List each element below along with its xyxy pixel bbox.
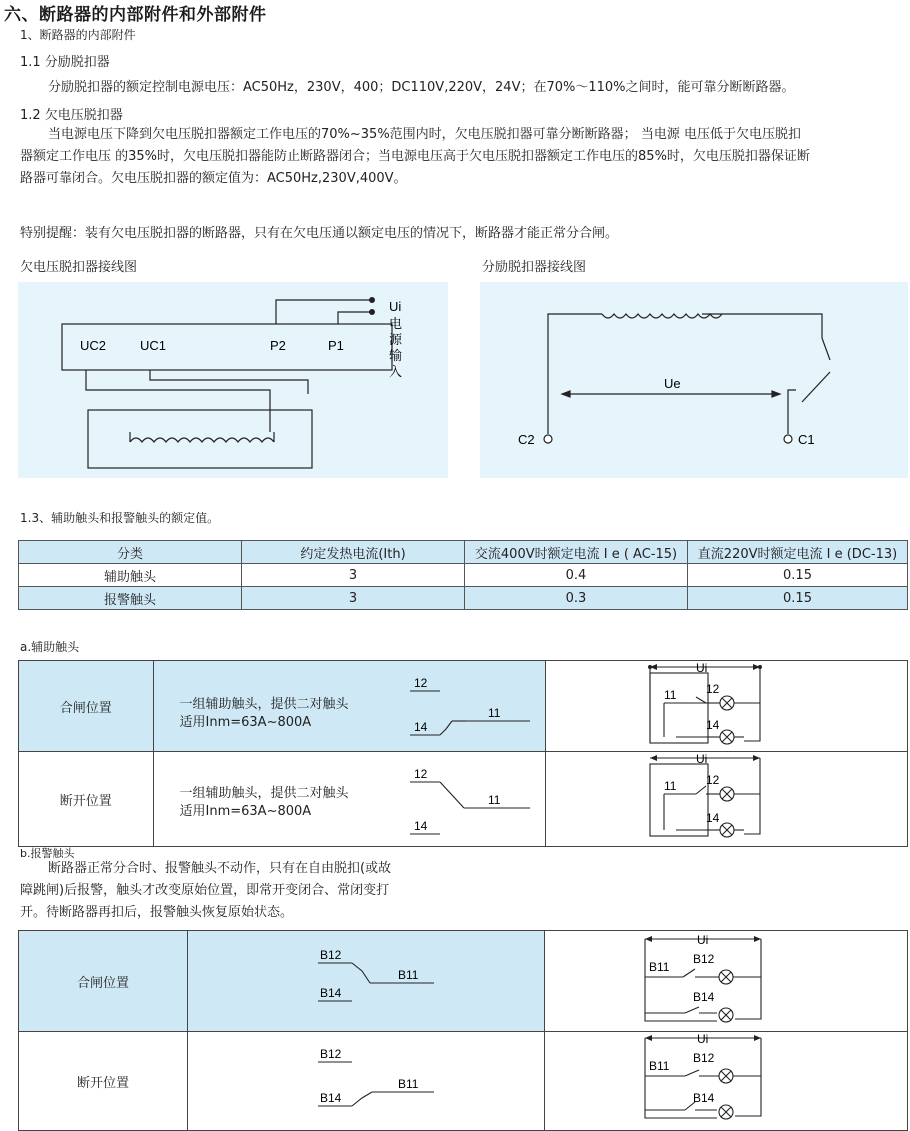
label-ui: Ui bbox=[389, 299, 402, 314]
table-cell: 0.3 bbox=[465, 587, 688, 610]
circuit-12: 12 bbox=[705, 682, 720, 696]
circuit-ui: Ui bbox=[695, 752, 708, 766]
page-heading: 六、断路器的内部附件和外部附件 bbox=[4, 5, 267, 25]
circuit-b11: B11 bbox=[649, 1059, 670, 1073]
alarm-contact-title: b.报警触头 bbox=[20, 847, 75, 860]
aux-open-label: 断开位置 bbox=[19, 752, 154, 847]
table-cell: 报警触头 bbox=[19, 587, 242, 610]
special-reminder: 特别提醒：装有欠电压脱扣器的断路器，只有在欠电压通以额定电压的情况下，断路器才能正常分合闸。 bbox=[20, 226, 619, 241]
section-1-2-title: 1.2 欠电压脱扣器 bbox=[20, 108, 123, 123]
sym-b11: B11 bbox=[398, 1077, 419, 1091]
header-category: 分类 bbox=[19, 541, 242, 564]
uv-diagram-title: 欠电压脱扣器接线图 bbox=[20, 260, 138, 275]
sym-12: 12 bbox=[413, 676, 427, 690]
aux-closed-label: 合闸位置 bbox=[19, 661, 154, 752]
power-terminal-dot bbox=[369, 309, 375, 315]
c2-terminal bbox=[544, 435, 552, 443]
sym-b12: B12 bbox=[320, 948, 342, 962]
ui-terminal-dot bbox=[369, 297, 375, 303]
aux-contact-title: a.辅助触头 bbox=[20, 640, 80, 654]
sym-11: 11 bbox=[487, 706, 500, 720]
aux-open-circuit bbox=[546, 752, 906, 842]
table-cell: 3 bbox=[242, 564, 465, 587]
sym-b14: B14 bbox=[320, 986, 342, 1000]
table-cell: 0.4 bbox=[465, 564, 688, 587]
label-p1: P1 bbox=[328, 338, 344, 353]
circuit-14: 14 bbox=[705, 811, 720, 825]
circuit-b12: B12 bbox=[693, 1051, 715, 1065]
circuit-ui: Ui bbox=[697, 1032, 709, 1046]
alarm-contact-table bbox=[18, 930, 908, 1131]
section-1-1-title: 1.1 分励脱扣器 bbox=[20, 55, 110, 70]
alarm-body-line1: 断路器正常分合时、报警触头不动作，只有在自由脱扣(或故 bbox=[48, 861, 392, 876]
label-uc1: UC1 bbox=[140, 338, 167, 353]
uv-wiring-diagram bbox=[18, 282, 448, 478]
label-ue: Ue bbox=[664, 376, 681, 391]
sym-12: 12 bbox=[413, 767, 427, 781]
table-row bbox=[19, 564, 908, 587]
sym-14: 14 bbox=[413, 720, 427, 734]
table-cell: 0.15 bbox=[688, 564, 908, 587]
label-c2: C2 bbox=[518, 432, 535, 447]
table-cell: 0.15 bbox=[688, 587, 908, 610]
shunt-wiring-diagram bbox=[480, 282, 908, 478]
circuit-12: 12 bbox=[705, 773, 720, 787]
shunt-diagram-title: 分励脱扣器接线图 bbox=[482, 260, 587, 275]
header-dc13: 直流220V时额定电流 I e (DC-13) bbox=[688, 541, 908, 564]
label-uc2: UC2 bbox=[80, 338, 107, 353]
rating-table-header bbox=[19, 541, 908, 564]
circuit-b14: B14 bbox=[693, 990, 715, 1004]
alarm-closed-label: 合闸位置 bbox=[19, 931, 188, 1032]
c1-terminal bbox=[784, 435, 792, 443]
table-cell: 辅助触头 bbox=[19, 564, 242, 587]
label-power-4: 入 bbox=[389, 364, 403, 379]
section-1-title: 1、断路器的内部附件 bbox=[20, 28, 136, 42]
alarm-body-line3: 开。待断路器再扣后，报警触头恢复原始状态。 bbox=[20, 905, 294, 920]
alarm-closed-circuit bbox=[545, 931, 905, 1027]
circuit-b12: B12 bbox=[693, 952, 715, 966]
circuit-11: 11 bbox=[663, 779, 677, 793]
sym-b11: B11 bbox=[398, 968, 419, 982]
table-row bbox=[19, 587, 908, 610]
aux-contact-table bbox=[18, 660, 908, 847]
circuit-b14: B14 bbox=[693, 1091, 715, 1105]
aux-open-desc1: 一组辅助触头，提供二对触头 bbox=[179, 786, 349, 801]
circuit-11: 11 bbox=[663, 688, 677, 702]
aux-open-contact-symbol bbox=[404, 760, 534, 840]
label-c1: C1 bbox=[798, 432, 815, 447]
table-cell: 3 bbox=[242, 587, 465, 610]
sym-b12: B12 bbox=[320, 1047, 342, 1061]
section-1-2-body-line1: 当电源电压下降到欠电压脱扣器额定工作电压的70%~35%范围内时，欠电压脱扣器可靠分断断路器； 当电源 电压低于欠电压脱扣 bbox=[48, 127, 801, 142]
sym-11: 11 bbox=[487, 793, 500, 807]
label-power-2: 源 bbox=[389, 332, 403, 347]
label-power-3: 输 bbox=[389, 348, 403, 363]
section-1-2-body-line2: 器额定工作电压 的35%时，欠电压脱扣器能防止断路器闭合；当电源电压高于欠电压脱扣器额定工作电压的85%时，欠电压脱扣器保证断 bbox=[20, 149, 810, 164]
aux-closed-circuit bbox=[546, 661, 906, 747]
rating-table bbox=[18, 540, 908, 610]
circuit-b11: B11 bbox=[649, 960, 670, 974]
circuit-ui: Ui bbox=[697, 933, 709, 947]
alarm-open-circuit bbox=[545, 1032, 905, 1126]
section-1-1-body: 分励脱扣器的额定控制电源电压：AC50Hz，230V，400；DC110V,220V，24V；在70%～110%之间时，能可靠分断断路器。 bbox=[48, 80, 795, 95]
aux-closed-desc2: 适用Inm=63A~800A bbox=[179, 715, 312, 730]
label-p2: P2 bbox=[270, 338, 286, 353]
circuit-14: 14 bbox=[705, 718, 720, 732]
alarm-closed-contact-symbol bbox=[188, 931, 544, 1027]
circuit-ui: Ui bbox=[695, 661, 708, 675]
section-1-3-title: 1.3、辅助触头和报警触头的额定值。 bbox=[20, 511, 220, 525]
alarm-open-label: 断开位置 bbox=[19, 1032, 188, 1131]
alarm-open-contact-symbol bbox=[188, 1032, 544, 1126]
alarm-body-line2: 障跳闸)后报警，触头才改变原始位置，即常开变闭合、常闭变打 bbox=[20, 883, 390, 898]
header-ac15: 交流400V时额定电流 I e ( AC-15) bbox=[465, 541, 688, 564]
header-ith: 约定发热电流(Ith) bbox=[242, 541, 465, 564]
aux-closed-desc1: 一组辅助触头，提供二对触头 bbox=[179, 697, 349, 712]
sym-b14: B14 bbox=[320, 1091, 342, 1105]
label-power-1: 电 bbox=[389, 316, 403, 331]
sym-14: 14 bbox=[413, 819, 427, 833]
aux-open-desc2: 适用Inm=63A~800A bbox=[179, 804, 312, 819]
aux-closed-contact-symbol bbox=[404, 669, 534, 743]
section-1-2-body-line3: 路器可靠闭合。欠电压脱扣器的额定值为：AC50Hz,230V,400V。 bbox=[20, 171, 407, 186]
